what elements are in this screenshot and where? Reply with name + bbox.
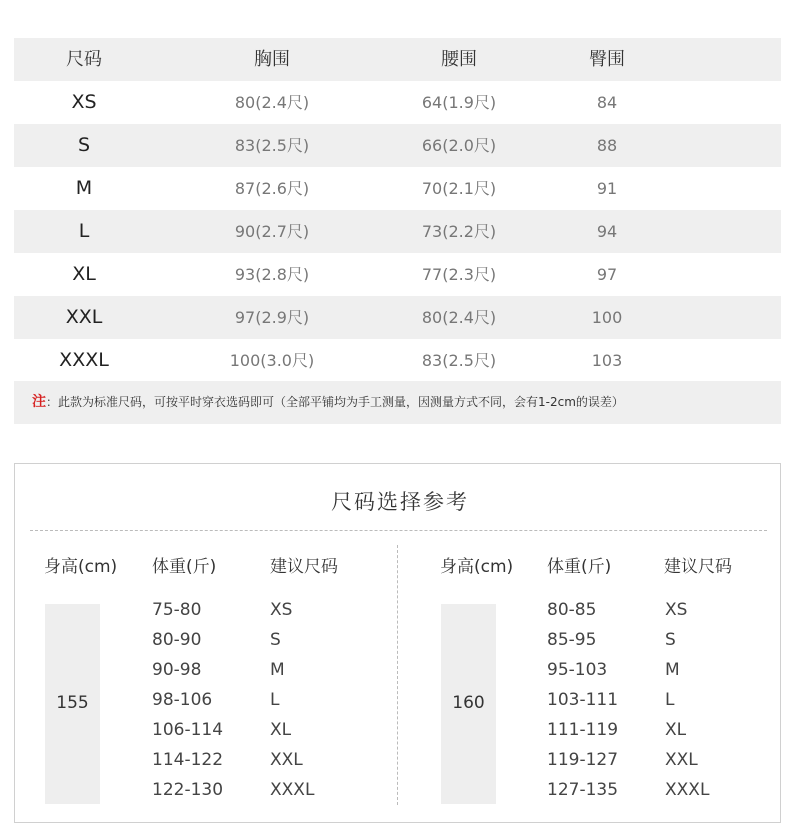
table-row bbox=[14, 339, 781, 382]
size-label: M bbox=[75, 177, 93, 199]
size-guide-title: 尺码选择参考 bbox=[331, 490, 469, 514]
header-bust: 胸围 bbox=[254, 49, 290, 70]
size-label: XXL bbox=[65, 306, 103, 328]
waist-value: 83(2.5尺) bbox=[421, 351, 497, 370]
suggested-size: S bbox=[270, 630, 281, 650]
note-text: ：此款为标准尺码，可按平时穿衣选码即可（全部平铺均为手工测量，因测量方式不同，会有1-2cm的误差） bbox=[46, 395, 624, 409]
suggested-size: XXXL bbox=[270, 780, 315, 800]
bust-value: 97(2.9尺) bbox=[234, 308, 310, 327]
weight-range: 106-114 bbox=[152, 720, 224, 740]
col-size-label: 建议尺码 bbox=[664, 557, 732, 577]
weight-range: 75-80 bbox=[152, 600, 202, 620]
weight-range: 103-111 bbox=[547, 690, 619, 710]
size-label: XXXL bbox=[59, 349, 109, 371]
size-table-header bbox=[14, 38, 781, 81]
bust-value: 100(3.0尺) bbox=[229, 351, 315, 370]
hip-value: 91 bbox=[596, 179, 618, 198]
table-row bbox=[14, 167, 781, 210]
table-row bbox=[14, 296, 781, 339]
bust-value: 93(2.8尺) bbox=[234, 265, 310, 284]
suggested-size: XXL bbox=[665, 750, 698, 770]
suggested-size: XS bbox=[270, 600, 293, 620]
weight-range: 111-119 bbox=[547, 720, 619, 740]
hip-value: 103 bbox=[591, 351, 623, 370]
bust-value: 83(2.5尺) bbox=[234, 136, 310, 155]
bust-value: 80(2.4尺) bbox=[234, 93, 310, 112]
suggested-size: XXL bbox=[270, 750, 303, 770]
size-table bbox=[14, 38, 781, 382]
col-height-label: 身高(cm) bbox=[440, 557, 514, 577]
header-hip: 臀围 bbox=[589, 49, 625, 70]
col-height-label: 身高(cm) bbox=[44, 557, 118, 577]
hip-value: 100 bbox=[591, 308, 623, 327]
suggested-size: XL bbox=[665, 720, 687, 740]
col-weight-label: 体重(斤) bbox=[547, 557, 612, 577]
weight-range: 114-122 bbox=[152, 750, 224, 770]
suggested-size: L bbox=[270, 690, 280, 710]
bust-value: 87(2.6尺) bbox=[234, 179, 310, 198]
size-label: XL bbox=[72, 263, 96, 285]
waist-value: 80(2.4尺) bbox=[421, 308, 497, 327]
header-waist: 腰围 bbox=[441, 49, 477, 70]
suggested-size: M bbox=[665, 660, 680, 680]
suggested-size: M bbox=[270, 660, 285, 680]
weight-range: 80-90 bbox=[152, 630, 202, 650]
waist-value: 73(2.2尺) bbox=[421, 222, 497, 241]
weight-range: 90-98 bbox=[152, 660, 202, 680]
hip-value: 94 bbox=[596, 222, 618, 241]
table-row bbox=[14, 210, 781, 253]
size-label: XS bbox=[71, 91, 97, 113]
suggested-size: L bbox=[665, 690, 675, 710]
hip-value: 97 bbox=[596, 265, 618, 284]
table-row bbox=[14, 81, 781, 124]
weight-range: 85-95 bbox=[547, 630, 597, 650]
weight-range: 95-103 bbox=[547, 660, 608, 680]
waist-value: 66(2.0尺) bbox=[421, 136, 497, 155]
size-label: S bbox=[77, 134, 91, 156]
height-value: 155 bbox=[56, 693, 89, 713]
hip-value: 88 bbox=[596, 136, 618, 155]
panel-divider bbox=[397, 545, 398, 805]
table-row bbox=[14, 124, 781, 167]
waist-value: 64(1.9尺) bbox=[421, 93, 497, 112]
height-value: 160 bbox=[452, 693, 485, 713]
suggested-size: XXXL bbox=[665, 780, 710, 800]
hip-value: 84 bbox=[596, 93, 618, 112]
weight-range: 127-135 bbox=[547, 780, 619, 800]
col-size-label: 建议尺码 bbox=[270, 557, 338, 577]
weight-range: 119-127 bbox=[547, 750, 619, 770]
suggested-size: XL bbox=[270, 720, 292, 740]
suggested-size: XS bbox=[665, 600, 688, 620]
waist-value: 70(2.1尺) bbox=[421, 179, 497, 198]
waist-value: 77(2.3尺) bbox=[421, 265, 497, 284]
col-weight-label: 体重(斤) bbox=[152, 557, 217, 577]
header-size: 尺码 bbox=[66, 49, 102, 70]
size-label: L bbox=[78, 220, 90, 242]
measurement-note bbox=[14, 381, 781, 424]
suggested-size: S bbox=[665, 630, 676, 650]
bust-value: 90(2.7尺) bbox=[234, 222, 310, 241]
weight-range: 122-130 bbox=[152, 780, 224, 800]
note-mark: 注 bbox=[32, 394, 46, 410]
title-divider bbox=[30, 530, 767, 531]
table-row bbox=[14, 253, 781, 296]
weight-range: 98-106 bbox=[152, 690, 213, 710]
weight-range: 80-85 bbox=[547, 600, 597, 620]
